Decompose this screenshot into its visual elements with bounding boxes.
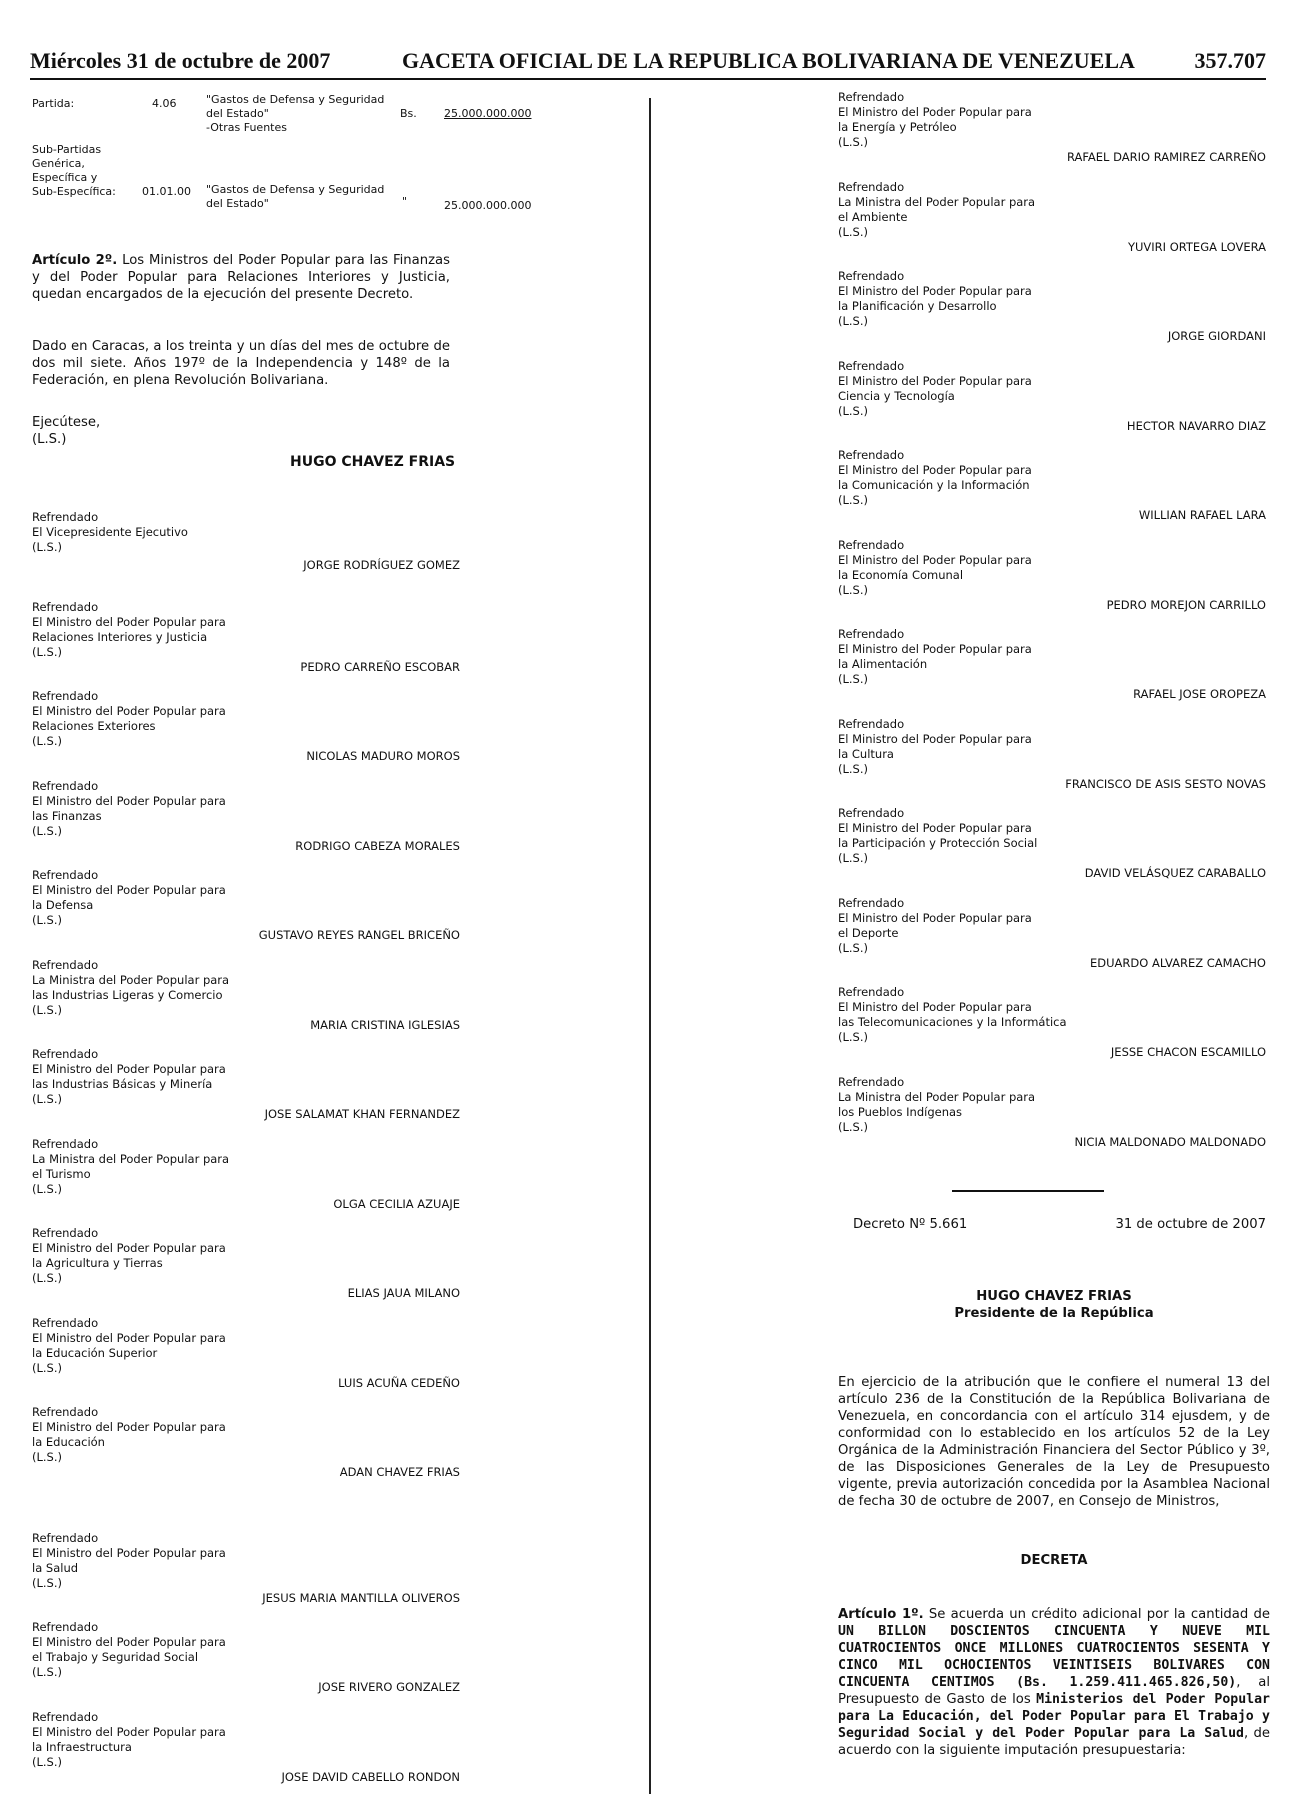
signature-line: las Finanzas <box>32 808 102 823</box>
signatory-name: GUSTAVO REYES RANGEL BRICEÑO <box>258 928 460 942</box>
signature-line: (L.S.) <box>838 224 868 239</box>
signature-line: El Ministro del Poder Popular para <box>32 883 226 897</box>
art1-lead: Artículo 1º. <box>838 1607 924 1622</box>
signature-block <box>32 868 460 942</box>
signature-line: (L.S.) <box>838 314 868 328</box>
signature-line: La Ministra del Poder Popular para <box>838 194 1036 209</box>
signature-block <box>838 985 1266 1059</box>
signature-line: (L.S.) <box>32 1092 62 1106</box>
signature-line: Refrendado <box>32 778 99 793</box>
signature-block <box>838 448 1266 522</box>
signature-line: Refrendado <box>838 895 905 910</box>
signature-line: Refrendado <box>838 537 905 552</box>
art1-text1: Se acuerda un crédito adicional por la cantidad de <box>923 1607 1270 1622</box>
partida-currency: Bs. <box>400 107 417 120</box>
signature-line: (L.S.) <box>32 1002 62 1017</box>
signature-line: (L.S.) <box>838 761 868 776</box>
articulo-2 <box>32 252 450 303</box>
signature-line: la Planificación y Desarrollo <box>838 299 997 313</box>
signature-line: Refrendado <box>32 1315 99 1330</box>
decreto-number: Decreto Nº 5.661 <box>853 1217 968 1232</box>
signatory-name: NICIA MALDONADO MALDONADO <box>1074 1134 1266 1149</box>
decreta-heading: DECRETA <box>1020 1553 1088 1568</box>
signature-line: Refrendado <box>32 1136 99 1151</box>
signature-line: (L.S.) <box>32 734 62 748</box>
decreto-date: 31 de octubre de 2007 <box>1115 1217 1266 1232</box>
signature-line: la Economía Comunal <box>838 567 964 582</box>
signature-block <box>32 1047 460 1121</box>
art1-text2: , al Presupuesto de Gasto de los <box>838 1675 1270 1707</box>
signature-line: la Energía y Petróleo <box>838 120 957 134</box>
signatory-name: YUVIRI ORTEGA LOVERA <box>1127 239 1266 254</box>
signature-line: El Ministro del Poder Popular para <box>838 552 1032 567</box>
signature-line: la Defensa <box>32 898 94 912</box>
signature-line: el Deporte <box>838 925 899 940</box>
signature-line: El Ministro del Poder Popular para <box>32 614 226 629</box>
signature-line: (L.S.) <box>838 1119 868 1134</box>
signature-block <box>838 269 1266 343</box>
sub-label1: Sub-Partidas <box>32 143 102 156</box>
signature-line: Refrendado <box>32 510 99 524</box>
signature-block <box>838 716 1266 791</box>
signature-line: la Infraestructura <box>32 1739 132 1754</box>
signature-block <box>32 1226 460 1300</box>
ls-mark: (L.S.) <box>32 432 67 447</box>
signature-block <box>838 358 1266 433</box>
signature-line: la Educación <box>32 1435 105 1449</box>
signature-line: La Ministra del Poder Popular para <box>838 1089 1036 1104</box>
signatory-name: EDUARDO ALVAREZ CAMACHO <box>1090 955 1266 970</box>
art1-amount: UN BILLON DOSCIENTOS CINCUENTA Y NUEVE MIL CUATROCIENTOS ONCE MILLONES CUATROCIENTOS SESENTA Y CINCO MIL OCHOCIENTOS VEINTISEIS BOLIVARES CON CINCUENTA CENTIMOS (Bs. 1.259.411.465.826,50) <box>838 1624 1270 1690</box>
signature-line: (L.S.) <box>32 913 62 927</box>
sub-mark: " <box>402 195 408 208</box>
president-name: HUGO CHAVEZ FRIAS <box>290 454 456 470</box>
articulo-2-lead: Artículo 2º. <box>32 253 118 268</box>
signature-block <box>838 179 1266 254</box>
signature-block <box>32 1620 460 1694</box>
signature-line: Refrendado <box>32 1047 99 1061</box>
column-divider <box>649 98 651 1794</box>
signature-line: El Ministro del Poder Popular para <box>32 1062 226 1076</box>
signatory-name: NICOLAS MADURO MOROS <box>306 749 460 763</box>
header-title: GACETA OFICIAL DE LA REPUBLICA BOLIVARIANA DE VENEZUELA <box>402 48 1135 73</box>
signature-line: El Ministro del Poder Popular para <box>32 1330 226 1345</box>
signatory-name: ADAN CHAVEZ FRIAS <box>339 1465 460 1479</box>
signatory-name: ELIAS JAUA MILANO <box>347 1286 460 1300</box>
signature-block <box>838 1074 1266 1149</box>
signature-line: Refrendado <box>32 599 99 614</box>
signature-line: Relaciones Exteriores <box>32 719 156 733</box>
signature-line: el Ambiente <box>838 209 908 224</box>
signatory-name: PEDRO MOREJON CARRILLO <box>1106 597 1266 612</box>
decreto-president-title: Presidente de la República <box>954 1306 1154 1321</box>
signatory-name: JORGE RODRÍGUEZ GOMEZ <box>303 558 460 572</box>
signature-line: el Trabajo y Seguridad Social <box>32 1650 199 1664</box>
art1-text3: , de acuerdo con la siguiente imputación presupuestaria: <box>838 1726 1270 1758</box>
signature-line: El Ministro del Poder Popular para <box>32 793 226 808</box>
signature-block <box>32 1530 460 1605</box>
signatory-name: JOSE SALAMAT KHAN FERNANDEZ <box>264 1107 460 1121</box>
signature-line: (L.S.) <box>32 823 62 838</box>
signature-line: Refrendado <box>838 448 905 462</box>
signature-line: (L.S.) <box>32 1665 62 1679</box>
signature-block <box>32 1709 460 1784</box>
section-separator <box>952 1190 1104 1192</box>
signature-line: El Ministro del Poder Popular para <box>32 1545 226 1560</box>
signatory-name: RAFAEL DARIO RAMIREZ CARREÑO <box>1066 150 1266 164</box>
signature-line: La Ministra del Poder Popular para <box>32 972 230 987</box>
signature-line: (L.S.) <box>838 940 868 955</box>
signature-line: (L.S.) <box>838 403 868 418</box>
signature-line: las Industrias Básicas y Minería <box>32 1077 213 1091</box>
signature-line: La Ministra del Poder Popular para <box>32 1151 230 1166</box>
partida-code: 4.06 <box>152 97 177 110</box>
signatory-name: FRANCISCO DE ASIS SESTO NOVAS <box>1065 776 1266 791</box>
signature-line: (L.S.) <box>32 1360 62 1375</box>
gazette-header <box>30 44 1266 76</box>
signature-line: (L.S.) <box>838 1030 868 1044</box>
signatory-name: JOSE DAVID CABELLO RONDON <box>281 1769 460 1784</box>
signature-line: El Ministro del Poder Popular para <box>838 910 1032 925</box>
signature-line: las Telecomunicaciones y la Informática <box>838 1015 1067 1029</box>
signature-block <box>32 1315 460 1390</box>
signatory-name: JOSE RIVERO GONZALEZ <box>318 1680 460 1694</box>
ejecutese: Ejecútese, <box>32 415 101 430</box>
signature-block <box>32 957 460 1032</box>
signature-line: El Ministro del Poder Popular para <box>838 1000 1032 1014</box>
signature-line: la Participación y Protección Social <box>838 836 1038 850</box>
signature-block <box>838 895 1266 970</box>
signature-line: (L.S.) <box>32 1575 62 1590</box>
partida-label: Partida: <box>32 97 75 110</box>
sub-label3: Específica y <box>32 171 98 184</box>
signature-line: El Ministro del Poder Popular para <box>838 731 1032 746</box>
signatory-name: JESSE CHACON ESCAMILLO <box>1110 1045 1266 1059</box>
art1-ministries: Ministerios del Poder Popular para La Educación, del Poder Popular para El Trabajo y Seguridad Social y del Poder Popular para La Salud <box>838 1692 1270 1741</box>
signature-line: las Industrias Ligeras y Comercio <box>32 987 223 1002</box>
signature-block <box>838 627 1266 701</box>
signatory-name: HECTOR NAVARRO DIAZ <box>1126 418 1266 433</box>
signature-block <box>32 689 460 763</box>
signature-line: Refrendado <box>838 716 905 731</box>
decreto-preamble: En ejercicio de la atribución que le confiere el numeral 13 del artículo 236 de la Constitución de la República Bolivariana de Venezuela, en concordancia con el artículo 314 ejusdem, y de conformidad con lo establecido en los artículos 52 de la Ley Orgánica de la Administración Financiera del Sector Público y 3º, de las Disposiciones Generales de la Ley de Presupuesto vigente, previa autorización concedida por la Asamblea Nacional de fecha 30 de octubre de 2007, en Consejo de Ministros, <box>838 1375 1270 1509</box>
signature-line: Refrendado <box>32 957 99 972</box>
sub-amount: 25.000.000.000 <box>444 199 532 212</box>
signature-line: la Educación Superior <box>32 1345 158 1360</box>
signature-line: El Ministro del Poder Popular para <box>838 463 1032 477</box>
signature-line: Ciencia y Tecnología <box>838 388 955 403</box>
signatory-name: RAFAEL JOSE OROPEZA <box>1133 687 1266 701</box>
signature-line: Refrendado <box>32 1709 99 1724</box>
signature-line: El Ministro del Poder Popular para <box>32 1420 226 1434</box>
signature-line: Refrendado <box>838 358 905 373</box>
sub-label2: Genérica, <box>32 157 85 170</box>
signature-line: (L.S.) <box>838 582 868 597</box>
signatory-name: PEDRO CARREÑO ESCOBAR <box>300 659 460 674</box>
header-page-number: 357.707 <box>1194 48 1266 73</box>
sub-label4: Sub-Específica: <box>32 185 116 198</box>
signature-line: (L.S.) <box>32 644 62 659</box>
signature-line: El Ministro del Poder Popular para <box>838 284 1032 298</box>
signatory-name: JESUS MARIA MANTILLA OLIVEROS <box>262 1590 460 1605</box>
signatory-name: RODRIGO CABEZA MORALES <box>295 838 460 853</box>
signature-line: la Cultura <box>838 746 894 761</box>
signatory-name: MARIA CRISTINA IGLESIAS <box>310 1017 460 1032</box>
signature-line: la Alimentación <box>838 657 928 671</box>
signature-line: Refrendado <box>838 90 905 104</box>
signature-line: la Agricultura y Tierras <box>32 1256 163 1270</box>
signature-block <box>32 510 460 572</box>
signature-line: Refrendado <box>838 985 905 999</box>
signature-line: (L.S.) <box>838 493 868 507</box>
signature-line: El Ministro del Poder Popular para <box>32 1241 226 1255</box>
signature-line: (L.S.) <box>838 135 868 149</box>
signature-line: Refrendado <box>32 1405 99 1419</box>
decreto-articulo-1 <box>838 1606 1270 1759</box>
signature-line: Refrendado <box>838 269 905 283</box>
signature-line: (L.S.) <box>838 672 868 686</box>
signature-line: Refrendado <box>32 689 99 703</box>
signature-line: Refrendado <box>32 1226 99 1240</box>
decreto-president: HUGO CHAVEZ FRIAS <box>976 1289 1132 1304</box>
sub-desc2: del Estado" <box>206 197 269 210</box>
partida-amount: 25.000.000.000 <box>444 107 532 120</box>
signature-block <box>32 599 460 674</box>
signature-line: (L.S.) <box>32 540 62 554</box>
signature-block <box>838 806 1266 880</box>
signature-line: El Ministro del Poder Popular para <box>32 704 226 718</box>
header-date: Miércoles 31 de octubre de 2007 <box>30 48 331 73</box>
signature-block <box>838 537 1266 612</box>
signature-line: Refrendado <box>32 868 99 882</box>
signature-line: el Turismo <box>32 1166 91 1181</box>
partida-desc1: "Gastos de Defensa y Seguridad <box>206 93 385 106</box>
signature-line: El Ministro del Poder Popular para <box>32 1635 226 1649</box>
partida-desc2: del Estado" <box>206 107 269 120</box>
signature-line: El Ministro del Poder Popular para <box>838 105 1032 119</box>
signature-line: (L.S.) <box>838 851 868 865</box>
signature-line: (L.S.) <box>32 1271 62 1285</box>
signature-block <box>32 778 460 853</box>
articulo-2-text: Los Ministros del Poder Popular para las Finanzas y del Poder Popular para Relaciones Interiores y Justicia, quedan encargados de la ejecución del presente Decreto. <box>32 253 450 302</box>
signature-line: Refrendado <box>838 1074 905 1089</box>
signature-line: Refrendado <box>32 1530 99 1545</box>
signature-block <box>838 90 1266 164</box>
signatory-name: JORGE GIORDANI <box>1167 329 1266 343</box>
signatory-name: OLGA CECILIA AZUAJE <box>333 1196 460 1211</box>
signature-line: (L.S.) <box>32 1450 62 1464</box>
signatory-name: DAVID VELÁSQUEZ CARABALLO <box>1084 866 1266 880</box>
signature-line: (L.S.) <box>32 1754 62 1769</box>
signature-block <box>32 1136 460 1211</box>
signature-line: Refrendado <box>32 1620 99 1634</box>
signatory-name: LUIS ACUÑA CEDEÑO <box>338 1375 460 1390</box>
signature-line: los Pueblos Indígenas <box>838 1104 963 1119</box>
signature-line: la Comunicación y la Información <box>838 478 1030 492</box>
signature-line: El Ministro del Poder Popular para <box>838 642 1032 656</box>
signature-line: El Ministro del Poder Popular para <box>838 821 1032 835</box>
partida-desc3: -Otras Fuentes <box>206 121 287 134</box>
signature-line: El Ministro del Poder Popular para <box>32 1724 226 1739</box>
signature-line: El Vicepresidente Ejecutivo <box>32 525 188 539</box>
header-rule <box>30 78 1266 80</box>
sub-code: 01.01.00 <box>142 185 191 198</box>
signature-line: Refrendado <box>838 179 905 194</box>
signatory-name: WILLIAN RAFAEL LARA <box>1138 508 1266 522</box>
signature-line: El Ministro del Poder Popular para <box>838 373 1032 388</box>
signature-block <box>32 1405 460 1479</box>
sub-desc1: "Gastos de Defensa y Seguridad <box>206 183 385 196</box>
signature-line: (L.S.) <box>32 1181 62 1196</box>
dado-en-caracas: Dado en Caracas, a los treinta y un días del mes de octubre de dos mil siete. Años 197º de la Independencia y 148º de la Federación, en plena Revolución Bolivariana. <box>32 339 450 388</box>
signature-line: Refrendado <box>838 806 905 820</box>
signature-line: Relaciones Interiores y Justicia <box>32 629 208 644</box>
signature-line: Refrendado <box>838 627 905 641</box>
signature-line: la Salud <box>32 1560 79 1575</box>
